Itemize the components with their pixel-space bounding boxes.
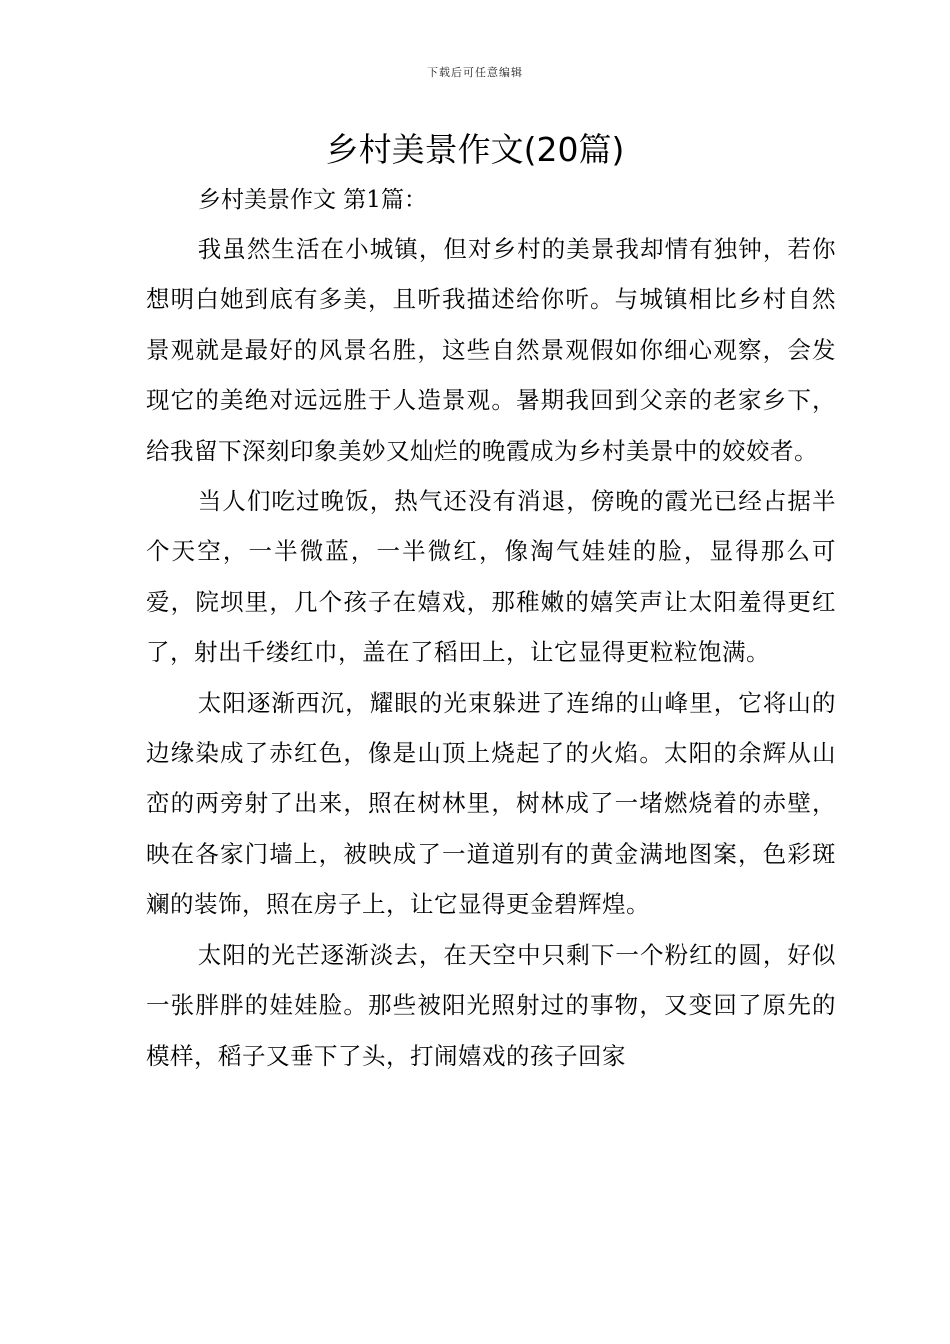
section-label: 乡村美景作文 第1篇： bbox=[198, 187, 427, 213]
paragraph: 当人们吃过晚饭，热气还没有消退，傍晚的霞光已经占据半个天空，一半微蓝，一半微红，像淘气娃娃的脸，显得那么可爱，院坝里，几个孩子在嬉戏，那稚嫩的嬉笑声让太阳羞得更红了，射出千缕红巾，盖在了稻田上，让它显得更粒粒饱满。 bbox=[146, 487, 836, 667]
page-title: 乡村美景作文(20篇) bbox=[325, 130, 625, 169]
paragraph: 太阳的光芒逐渐淡去，在天空中只剩下一个粉红的圆，好似一张胖胖的娃娃脸。那些被阳光照射过的事物，又变回了原先的模样，稻子又垂下了头，打闹嬉戏的孩子回家 bbox=[146, 940, 836, 1070]
paragraph: 太阳逐渐西沉，耀眼的光束躲进了连绵的山峰里，它将山的边缘染成了赤红色，像是山顶上烧起了的火焰。太阳的余辉从山峦的两旁射了出来，照在树林里，树林成了一堵燃烧着的赤壁，映在各家门墙上，被映成了一道道别有的黄金满地图案，色彩斑斓的装饰，照在房子上，让它显得更金碧辉煌。 bbox=[146, 688, 836, 919]
header-note: 下载后可任意编辑 bbox=[427, 66, 523, 79]
article-body bbox=[146, 224, 836, 1081]
paragraph: 我虽然生活在小城镇，但对乡村的美景我却情有独钟，若你想明白她到底有多美，且听我描述给你听。与城镇相比乡村自然景观就是最好的风景名胜，这些自然景观假如你细心观察，会发现它的美绝对远远胜于人造景观。暑期我回到父亲的老家乡下，给我留下深刻印象美妙又灿烂的晚霞成为乡村美景中的姣姣者。 bbox=[146, 235, 836, 465]
